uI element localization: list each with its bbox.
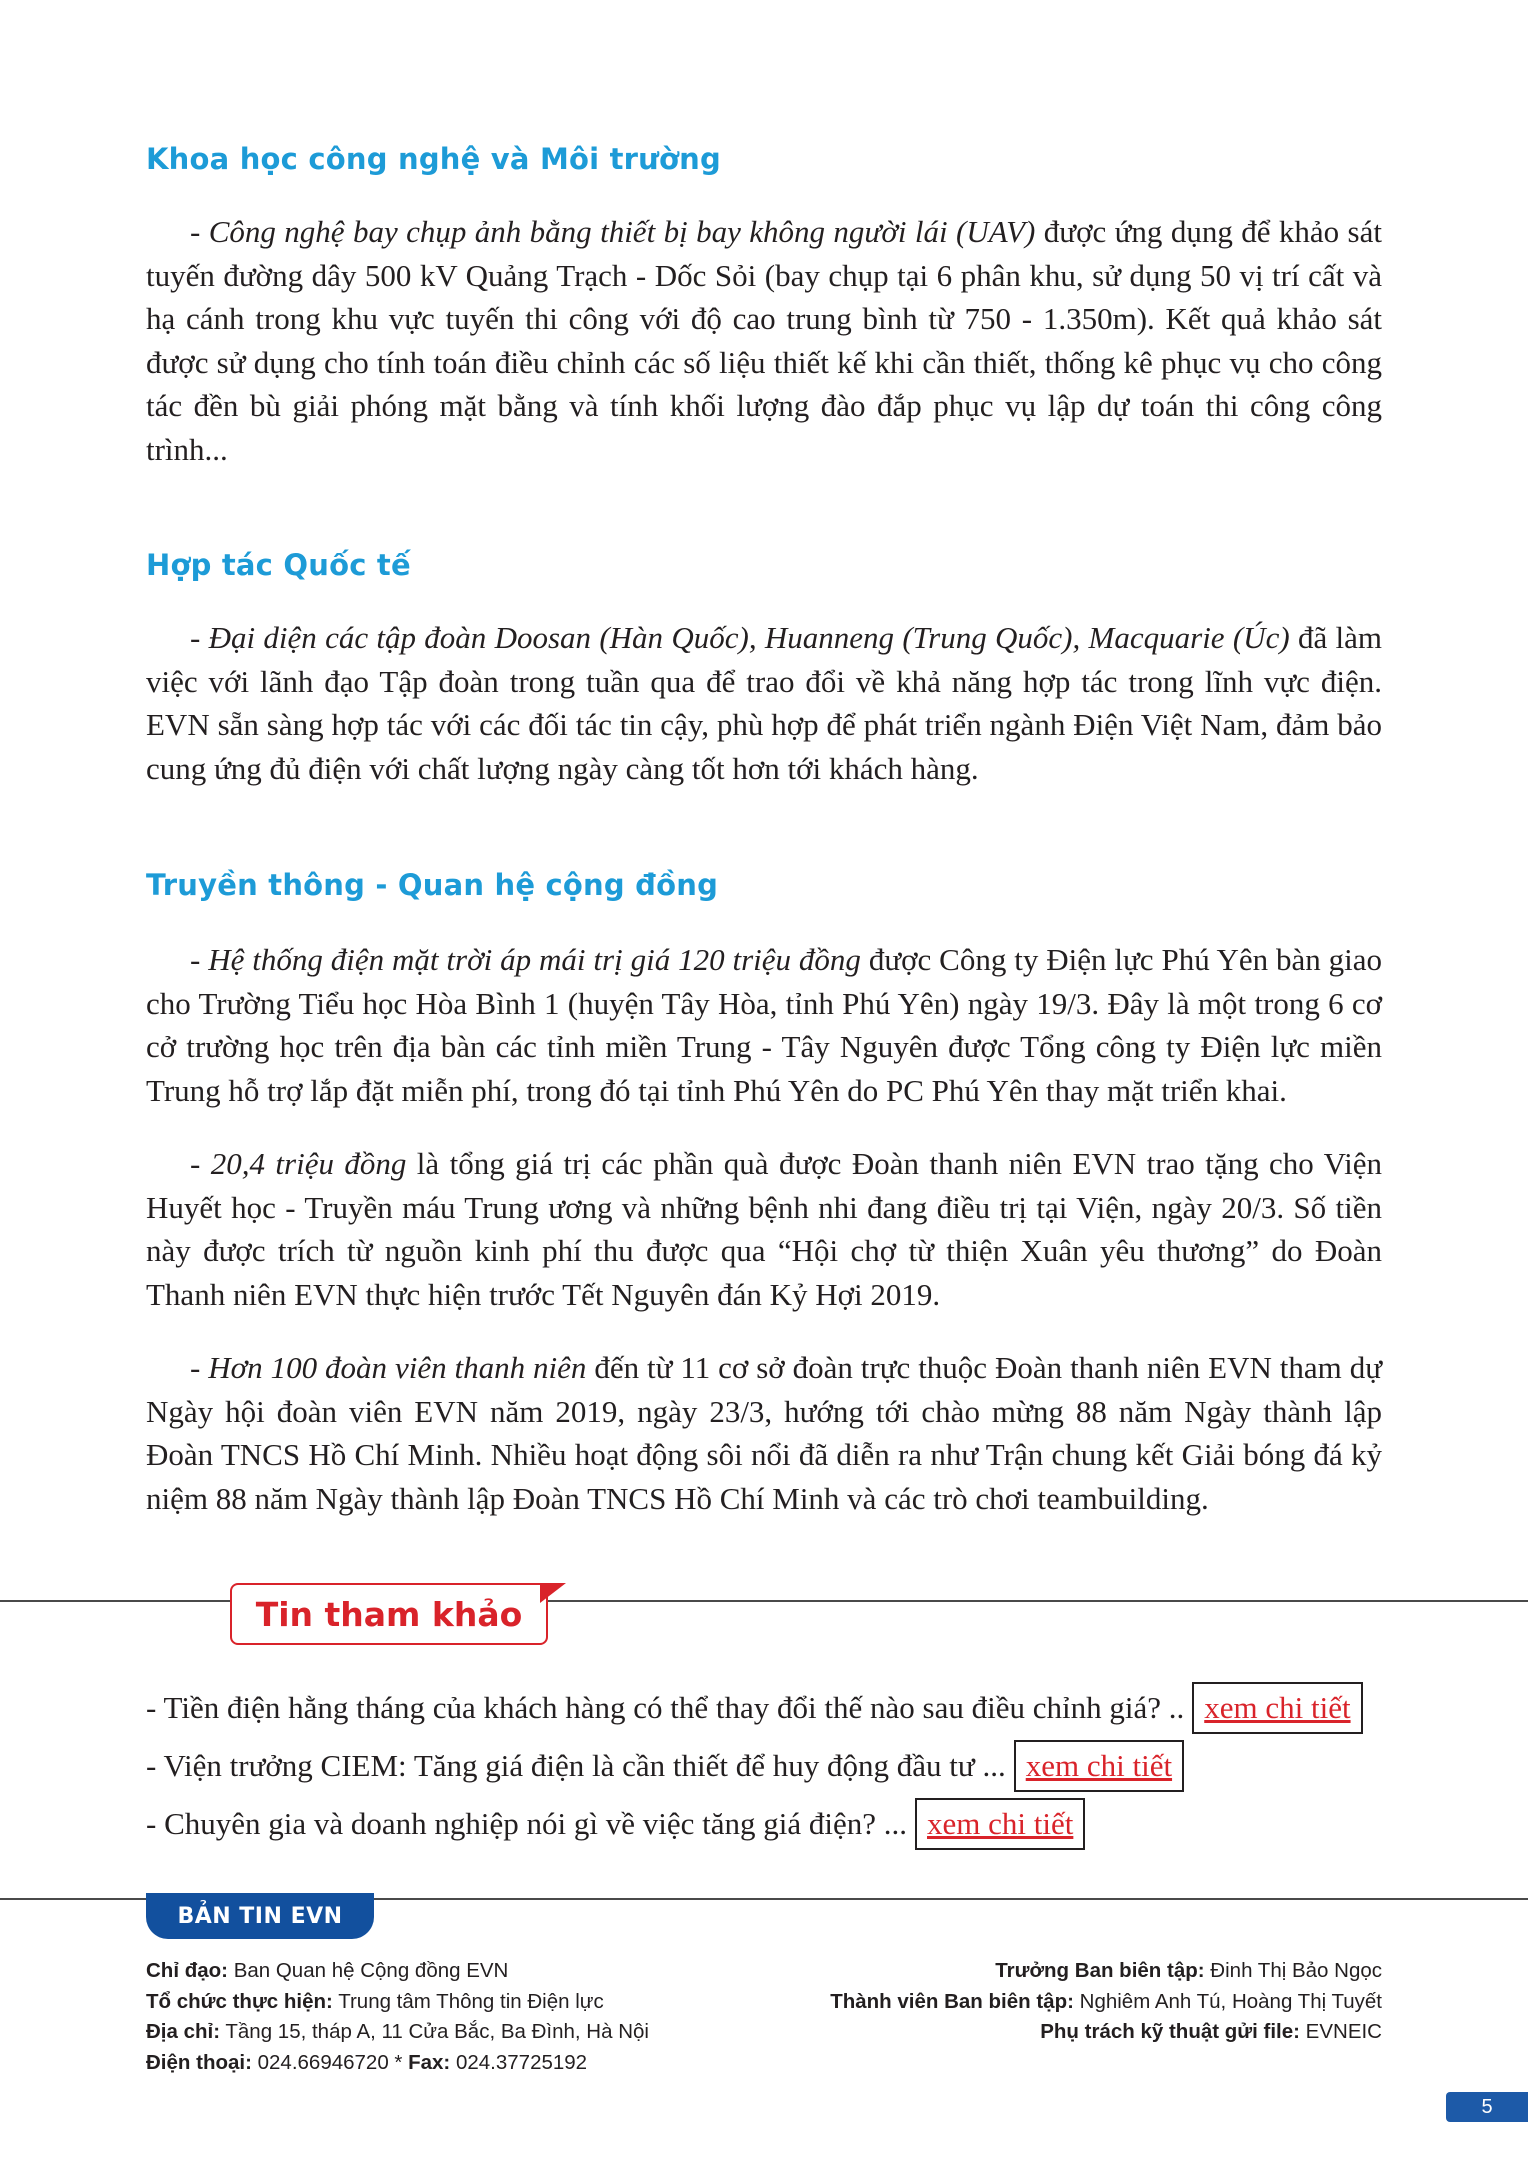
paragraph-body: được ứng dụng để khảo sát tuyến đường dây 500 kV Quảng Trạch - Dốc Sỏi (bay chụp tại 6 phân khu, sử dụng 50 vị trí cất và hạ cánh trong khu vực tuyến thi công với độ cao trung bình từ 750 - 1.350m). Kết quả khảo sát được sử dụng cho tính toán điều chỉnh các số liệu thiết kế khi cần thiết, thống kê phục vụ cho công tác đền bù giải phóng mặt bằng và tính khối lượng đào đắp phục vụ lập dự toán thi công công trình... — [146, 214, 1382, 467]
footer-line — [146, 2048, 649, 2079]
paragraph-donation — [146, 1142, 1382, 1316]
reference-item — [146, 1682, 1363, 1734]
footer-line — [146, 1987, 649, 2018]
footer-line — [830, 1956, 1382, 1987]
view-detail-link[interactable]: xem chi tiết — [1014, 1740, 1184, 1792]
footer-line — [830, 1987, 1382, 2018]
newsletter-tab-label: BẢN TIN EVN — [146, 1893, 374, 1939]
footer-label: Tổ chức thực hiện: — [146, 1989, 333, 2013]
footer-value: Ban Quan hệ Cộng đồng EVN — [228, 1959, 509, 1982]
paragraph-uav — [146, 210, 1382, 471]
footer-value: EVNEIC — [1299, 2020, 1382, 2043]
paragraph-body: đã làm việc với lãnh đạo Tập đoàn trong tuần qua để trao đổi về khả năng hợp tác trong lĩnh vực điện. EVN sẵn sàng hợp tác với các đối tác tin cậy, phù hợp để phát triển ngành Điện Việt Nam, đảm bảo cung ứng đủ điện với chất lượng ngày càng tốt hơn tới khách hàng. — [146, 620, 1382, 786]
section-title-international: Hợp tác Quốc tế — [146, 548, 411, 582]
reference-text: - Tiền điện hằng tháng của khách hàng có thể thay đổi thế nào sau điều chỉnh giá? .. — [146, 1690, 1185, 1725]
page-number: 5 — [1446, 2092, 1528, 2122]
reference-text: - Chuyên gia và doanh nghiệp nói gì về việc tăng giá điện? ... — [146, 1806, 908, 1841]
paragraph-lead: - Đại diện các tập đoàn Doosan (Hàn Quốc), Huanneng (Trung Quốc), Macquarie (Úc) — [190, 620, 1290, 655]
footer-credits-left — [146, 1956, 649, 2078]
footer-label: Fax: — [408, 2050, 451, 2074]
footer-value: Tầng 15, tháp A, 11 Cửa Bắc, Ba Đình, Hà Nội — [220, 2020, 649, 2043]
footer-label: Chỉ đạo: — [146, 1959, 228, 1982]
paragraph-body: được Công ty Điện lực Phú Yên bàn giao cho Trường Tiểu học Hòa Bình 1 (huyện Tây Hòa, tỉnh Phú Yên) ngày 19/3. Đây là một trong 6 cơ cở trường học trên địa bàn các tỉnh miền Trung - Tây Nguyên được Tổng công ty Điện lực miền Trung hỗ trợ lắp đặt miễn phí, trong đó tại tỉnh Phú Yên do PC Phú Yên thay mặt triển khai. — [146, 942, 1382, 1108]
paragraph-lead: - 20,4 triệu đồng — [190, 1146, 407, 1181]
paragraph-lead: - Hệ thống điện mặt trời áp mái trị giá 120 triệu đồng — [190, 942, 861, 977]
section-title-science: Khoa học công nghệ và Môi trường — [146, 142, 721, 176]
reference-item — [146, 1798, 1085, 1850]
references-title: Tin tham khảo — [230, 1583, 548, 1645]
paragraph-youth-day — [146, 1346, 1382, 1520]
footer-value: 024.66946720 * — [251, 2050, 409, 2074]
paragraph-lead: - Hơn 100 đoàn viên thanh niên — [190, 1350, 587, 1385]
footer-label: Địa chỉ: — [146, 2020, 221, 2043]
footer-credits-right — [830, 1956, 1382, 2048]
footer-label: Điện thoại: — [146, 2050, 252, 2074]
paragraph-partners — [146, 616, 1382, 790]
footer-label: Trưởng Ban biên tập: — [995, 1959, 1205, 1982]
paragraph-solar — [146, 938, 1382, 1112]
paragraph-lead: - Công nghệ bay chụp ảnh bằng thiết bị bay không người lái (UAV) — [190, 214, 1036, 249]
footer-label: Thành viên Ban biên tập: — [830, 1989, 1074, 2013]
reference-item — [146, 1740, 1184, 1792]
view-detail-link[interactable]: xem chi tiết — [1192, 1682, 1362, 1734]
footer-line — [830, 2017, 1382, 2048]
reference-text: - Viện trưởng CIEM: Tăng giá điện là cần thiết để huy động đầu tư ... — [146, 1748, 1006, 1783]
paragraph-body: là tổng giá trị các phần quà được Đoàn thanh niên EVN trao tặng cho Viện Huyết học - Truyền máu Trung ương và những bệnh nhi đang điều trị tại Viện, ngày 20/3. Số tiền này được trích từ nguồn kinh phí thu được qua “Hội chợ từ thiện Xuân yêu thương” do Đoàn Thanh niên EVN thực hiện trước Tết Nguyên đán Kỷ Hợi 2019. — [146, 1146, 1383, 1312]
footer-value: Nghiêm Anh Tú, Hoàng Thị Tuyết — [1073, 1989, 1382, 2013]
footer-value: Trung tâm Thông tin Điện lực — [332, 1989, 604, 2013]
footer-line — [146, 1956, 649, 1987]
footer-line — [146, 2017, 649, 2048]
footer-value: 024.37725192 — [450, 2050, 588, 2074]
footer-label: Phụ trách kỹ thuật gửi file: — [1040, 2020, 1300, 2043]
paragraph-body: đến từ 11 cơ sở đoàn trực thuộc Đoàn thanh niên EVN tham dự Ngày hội đoàn viên EVN năm 2019, ngày 23/3, hướng tới chào mừng 88 năm Ngày thành lập Đoàn TNCS Hồ Chí Minh. Nhiều hoạt động sôi nổi đã diễn ra như Trận chung kết Giải bóng đá kỷ niệm 88 năm Ngày thành lập Đoàn TNCS Hồ Chí Minh và các trò chơi teambuilding. — [146, 1350, 1382, 1516]
section-title-communications: Truyền thông - Quan hệ cộng đồng — [146, 868, 719, 902]
tab-corner-decoration — [540, 1583, 566, 1603]
footer-value: Đinh Thị Bảo Ngọc — [1204, 1959, 1382, 1982]
view-detail-link[interactable]: xem chi tiết — [915, 1798, 1085, 1850]
